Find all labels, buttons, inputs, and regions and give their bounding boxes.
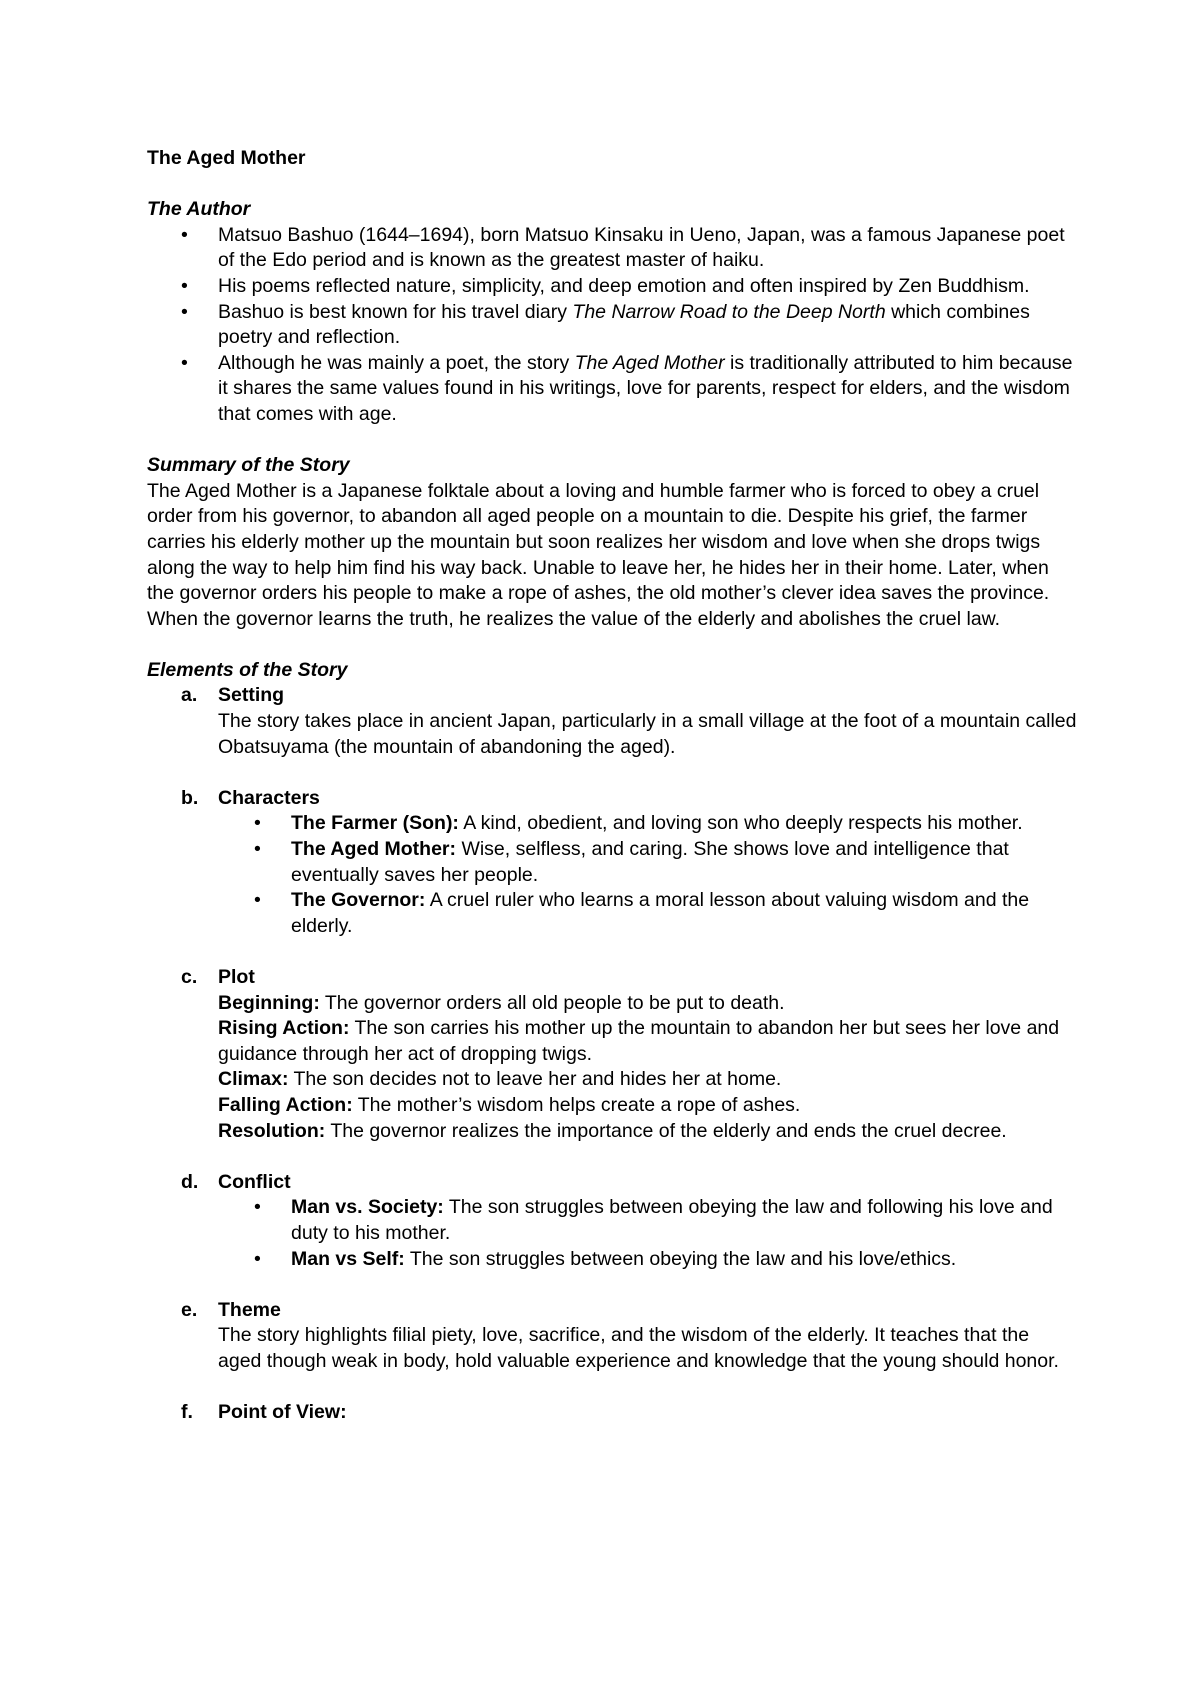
- list-letter: c.: [181, 966, 198, 988]
- spacer: [147, 172, 1077, 198]
- elements-list: [147, 683, 1077, 1425]
- spacer: [218, 1272, 1077, 1298]
- author-bullet: • Matsuo Bashuo (1644–1694), born Matsuo Kinsaku in Ueno, Japan, was a famous Japanese poet of the Edo period and is known as the greatest master of haiku.: [147, 223, 1077, 274]
- theme-label: Theme: [218, 1298, 281, 1321]
- element-plot: [147, 965, 1077, 1170]
- setting-label: Setting: [218, 684, 285, 707]
- plot-item: Rising Action: The son carries his mother up the mountain to abandon her but sees her love and guidance through her act of dropping twigs.: [218, 1017, 1060, 1065]
- setting-text: The story takes place in ancient Japan, particularly in a small village at the foot of a mountain called Obatsuyama (the mountain of abandoning the aged).: [218, 710, 1077, 758]
- element-conflict: [147, 1170, 1077, 1298]
- spacer: [218, 760, 1077, 786]
- theme-text: The story highlights filial piety, love, sacrifice, and the wisdom of the elderly. It teaches that the aged though weak in body, hold valuable experience and knowledge that the young should honor.: [218, 1324, 1059, 1372]
- conflict-item: • Man vs. Society: The son struggles between obeying the law and following his love and duty to his mother.: [218, 1195, 1077, 1246]
- summary-text: The Aged Mother is a Japanese folktale about a loving and humble farmer who is forced to obey a cruel order from his governor, to abandon all aged people on a mountain to die. Despite his grief, the farmer carries his elderly mother up the mountain but soon realizes her wisdom and love when she drops twigs along the way to help him find his way back. Unable to leave her, he hides her in their home. Later, when the governor orders his people to make a rope of ashes, the old mother’s clever idea saves the province. When the governor learns the truth, he realizes the value of the elderly and abolishes the cruel law.: [147, 479, 1050, 630]
- element-theme: [147, 1298, 1077, 1400]
- element-setting: [147, 683, 1077, 785]
- author-bullet: • His poems reflected nature, simplicity, and deep emotion and often inspired by Zen Buddhism.: [147, 274, 1077, 300]
- plot-item: Falling Action: The mother’s wisdom helps create a rope of ashes.: [218, 1093, 801, 1116]
- characters-list: [218, 811, 1077, 939]
- characters-label: Characters: [218, 786, 320, 809]
- character-item: • The Aged Mother: Wise, selfless, and caring. She shows love and intelligence that eventually saves her people.: [218, 837, 1077, 888]
- conflict-list: [218, 1195, 1077, 1272]
- author-heading: The Author: [147, 198, 251, 221]
- author-bullet: • Bashuo is best known for his travel diary The Narrow Road to the Deep North which combines poetry and reflection.: [147, 300, 1077, 351]
- summary-heading: Summary of the Story: [147, 454, 350, 477]
- story-title: The Aged Mother: [574, 351, 725, 374]
- spacer: [218, 1144, 1077, 1170]
- list-letter: d.: [181, 1170, 199, 1193]
- list-letter: e.: [181, 1298, 198, 1321]
- plot-label: Plot: [218, 966, 255, 988]
- spacer: [218, 1375, 1077, 1401]
- element-characters: [147, 786, 1077, 965]
- author-bullet-list: [147, 223, 1077, 428]
- spacer: [147, 428, 1077, 454]
- plot-item: Beginning: The governor orders all old people to be put to death.: [218, 991, 785, 1014]
- document-page: [147, 146, 1077, 1426]
- character-item: • The Governor: A cruel ruler who learns a moral lesson about valuing wisdom and the elderly.: [218, 888, 1077, 939]
- pov-label: Point of View:: [218, 1401, 347, 1424]
- conflict-label: Conflict: [218, 1170, 291, 1193]
- spacer: [147, 632, 1077, 658]
- list-letter: b.: [181, 786, 199, 809]
- plot-item: Climax: The son decides not to leave her and hides her at home.: [218, 1068, 782, 1091]
- author-bullet: • Although he was mainly a poet, the story The Aged Mother is traditionally attributed to him because it shares the same values found in his writings, love for parents, respect for elders, and the wisdom that comes with age.: [147, 351, 1077, 428]
- elements-heading: Elements of the Story: [147, 658, 348, 681]
- document-title: The Aged Mother: [147, 147, 306, 169]
- book-title: The Narrow Road to the Deep North: [572, 300, 886, 323]
- list-letter: f.: [181, 1401, 193, 1424]
- spacer: [218, 939, 1077, 965]
- element-point-of-view: [147, 1400, 1077, 1426]
- plot-item: Resolution: The governor realizes the importance of the elderly and ends the cruel decree.: [218, 1119, 1007, 1142]
- character-item: • The Farmer (Son): A kind, obedient, and loving son who deeply respects his mother.: [218, 811, 1077, 837]
- conflict-item: • Man vs Self: The son struggles between obeying the law and his love/ethics.: [218, 1247, 1077, 1273]
- list-letter: a.: [181, 684, 198, 707]
